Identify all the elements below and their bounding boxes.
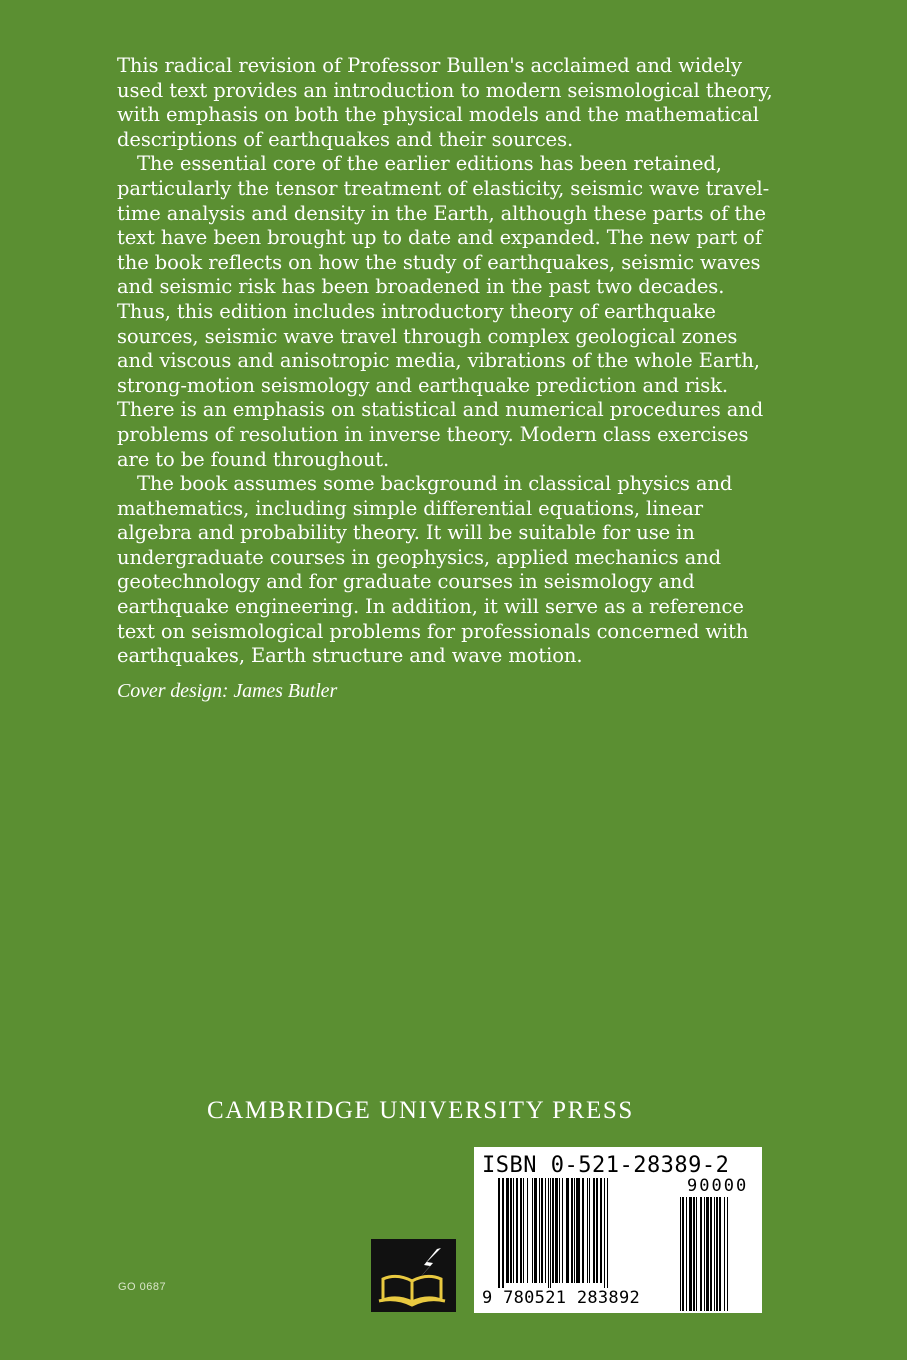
isbn-number: ISBN 0-521-28389-2 xyxy=(482,1153,730,1178)
price-addon-digits: 90000 xyxy=(687,1176,749,1196)
addon-barcode-bars xyxy=(680,1197,756,1311)
open-book-lightning-logo xyxy=(371,1239,456,1312)
blurb-paragraph-1: This radical revision of Professor Bullen's acclaimed and widely used text provides an introduction to modern seismological theory, with emphasis on both the physical models and the mathematical descriptions of earthquakes and their sources. xyxy=(117,54,773,151)
ean-barcode-bars xyxy=(498,1178,676,1288)
blurb-paragraph-3: The book assumes some background in classical physics and mathematics, including simple differential equations, linear algebra and probability theory. It will be suitable for use in undergraduate courses in geophysics, applied mechanics and geotechnology and for graduate courses in seismology and earthquake engineering. In addition, it will serve as a reference text on seismological problems for professionals concerned with earthquakes, Earth structure and wave motion. xyxy=(117,472,749,668)
isbn-barcode xyxy=(474,1147,762,1313)
book-icon xyxy=(371,1239,456,1312)
blurb-paragraph-2: The essential core of the earlier editions has been retained, particularly the tensor treatment of elasticity, seismic wave travel-time analysis and density in the Earth, although these parts of the text have been brought up to date and expanded. The new part of the book reflects on how the study of earthquakes, seismic waves and seismic risk has been broadened in the past two decades. Thus, this edition includes introductory theory of earthquake sources, seismic wave travel through complex geological zones and viscous and anisotropic media, vibrations of the whole Earth, strong-motion seismology and earthquake prediction and risk. There is an emphasis on statistical and numerical procedures and problems of resolution in inverse theory. Modern class exercises are to be found throughout. xyxy=(117,152,770,471)
cover-design-credit: Cover design: James Butler xyxy=(117,679,338,702)
publisher-name: CAMBRIDGE UNIVERSITY PRESS xyxy=(207,1097,634,1124)
ean-digits: 9 780521 283892 xyxy=(482,1288,641,1308)
back-cover-blurb xyxy=(117,54,777,703)
stock-code: GO 0687 xyxy=(118,1281,167,1293)
